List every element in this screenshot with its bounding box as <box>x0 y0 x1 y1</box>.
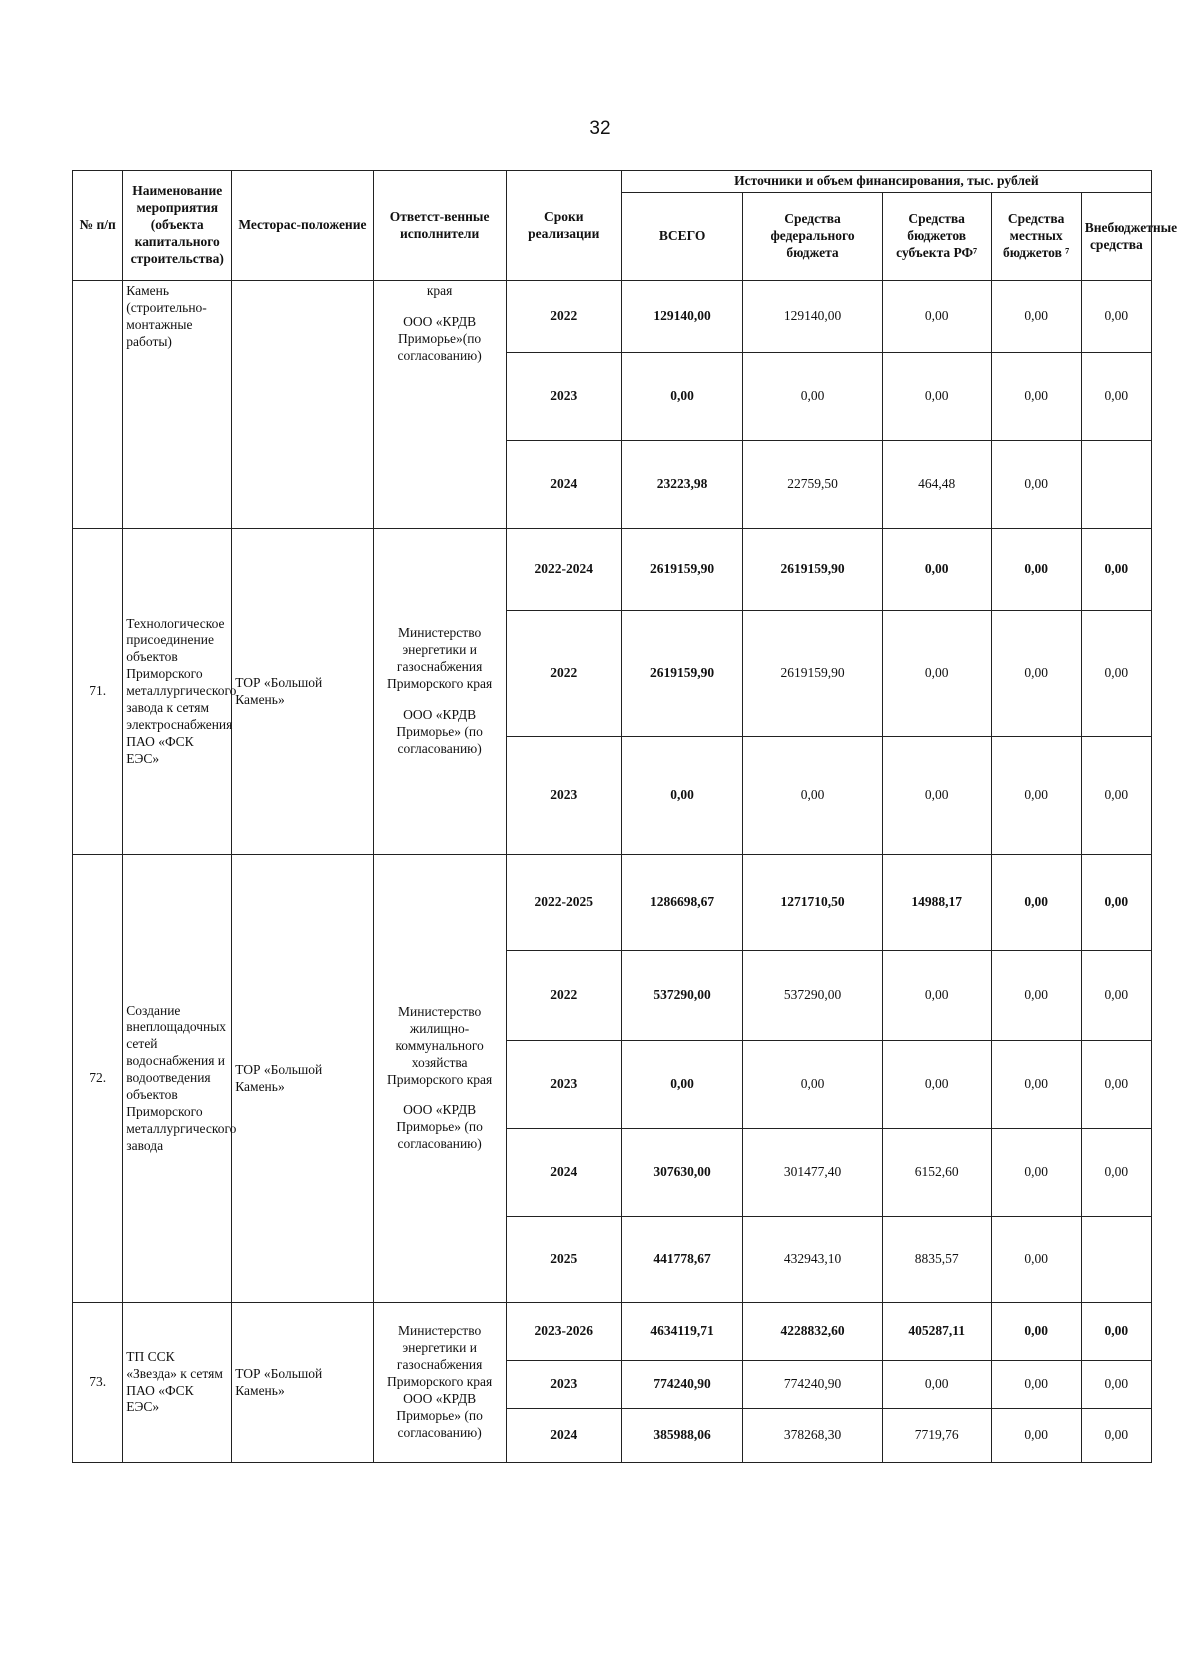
executors <box>373 281 506 529</box>
executors <box>373 855 506 1303</box>
year-cell: 2024 <box>506 1129 621 1217</box>
total-cell: 0,00 <box>621 737 743 855</box>
local-cell: 0,00 <box>991 1361 1081 1409</box>
spacer <box>377 300 503 314</box>
local-cell: 0,00 <box>991 611 1081 737</box>
executor-secondary: ООО «КРДВ Приморье» (по согласованию) <box>396 706 483 756</box>
event-name: Технологическое присоединение объектов Приморского металлургического завода к сетям электроснабжения ПАО «ФСК ЕЭС» <box>123 529 232 855</box>
year-cell: 2023-2026 <box>506 1303 621 1361</box>
federal-cell: 0,00 <box>743 737 882 855</box>
header-total: ВСЕГО <box>621 193 743 281</box>
subject-cell: 8835,57 <box>882 1217 991 1303</box>
subject-cell: 0,00 <box>882 611 991 737</box>
extra-cell: 0,00 <box>1081 1361 1151 1409</box>
local-cell: 0,00 <box>991 1303 1081 1361</box>
header-num: № п/п <box>73 171 123 281</box>
subject-cell: 464,48 <box>882 441 991 529</box>
federal-cell: 378268,30 <box>743 1409 882 1463</box>
subject-cell: 0,00 <box>882 951 991 1041</box>
financing-table <box>72 170 1178 1463</box>
executor-primary: Министерство энергетики и газоснабжения Приморского края <box>387 625 493 692</box>
total-cell: 385988,06 <box>621 1409 743 1463</box>
federal-cell: 537290,00 <box>743 951 882 1041</box>
year-cell: 2022-2024 <box>506 529 621 611</box>
federal-cell: 1271710,50 <box>743 855 882 951</box>
local-cell: 0,00 <box>991 1129 1081 1217</box>
year-cell: 2023 <box>506 737 621 855</box>
table-row <box>73 855 1152 951</box>
executor-secondary: ООО «КРДВ Приморье» (по согласованию) <box>396 1102 483 1152</box>
location: ТОР «Большой Камень» <box>232 1303 373 1463</box>
subject-cell: 405287,11 <box>882 1303 991 1361</box>
header-local: Средства местных бюджетов ⁷ <box>991 193 1081 281</box>
local-cell: 0,00 <box>991 353 1081 441</box>
year-cell: 2022 <box>506 611 621 737</box>
executors <box>373 529 506 855</box>
federal-cell: 2619159,90 <box>743 529 882 611</box>
executors <box>373 1303 506 1463</box>
subject-cell: 0,00 <box>882 1361 991 1409</box>
total-cell: 307630,00 <box>621 1129 743 1217</box>
extra-cell: 0,00 <box>1081 1041 1151 1129</box>
table-body <box>73 281 1152 1463</box>
total-cell: 0,00 <box>621 353 743 441</box>
subject-cell: 7719,76 <box>882 1409 991 1463</box>
federal-cell: 0,00 <box>743 353 882 441</box>
total-cell: 774240,90 <box>621 1361 743 1409</box>
page-number: 32 <box>589 118 611 139</box>
extra-cell <box>1081 1217 1151 1303</box>
local-cell: 0,00 <box>991 737 1081 855</box>
extra-cell: 0,00 <box>1081 529 1151 611</box>
year-cell: 2024 <box>506 441 621 529</box>
header-federal: Средства федерального бюджета <box>743 193 882 281</box>
extra-cell: 0,00 <box>1081 611 1151 737</box>
location <box>232 281 373 529</box>
year-cell: 2022-2025 <box>506 855 621 951</box>
event-name: ТП ССК «Звезда» к сетям ПАО «ФСК ЕЭС» <box>123 1303 232 1463</box>
federal-cell: 301477,40 <box>743 1129 882 1217</box>
header-location: Месторас-положение <box>232 171 373 281</box>
table-header <box>73 171 1178 281</box>
subject-cell: 0,00 <box>882 737 991 855</box>
total-cell: 2619159,90 <box>621 611 743 737</box>
local-cell: 0,00 <box>991 1041 1081 1129</box>
extra-cell <box>1081 441 1151 529</box>
subject-cell: 6152,60 <box>882 1129 991 1217</box>
extra-cell: 0,00 <box>1081 281 1151 353</box>
total-cell: 1286698,67 <box>621 855 743 951</box>
year-cell: 2022 <box>506 281 621 353</box>
header-financing: Источники и объем финансирования, тыс. рублей <box>621 171 1151 193</box>
year-cell: 2023 <box>506 1041 621 1129</box>
local-cell: 0,00 <box>991 281 1081 353</box>
local-cell: 0,00 <box>991 1217 1081 1303</box>
total-cell: 0,00 <box>621 1041 743 1129</box>
federal-cell: 432943,10 <box>743 1217 882 1303</box>
row-number: 73. <box>73 1303 123 1463</box>
header-extra: Внебюджетные средства <box>1081 193 1151 281</box>
total-cell: 4634119,71 <box>621 1303 743 1361</box>
local-cell: 0,00 <box>991 855 1081 951</box>
row-number: 71. <box>73 529 123 855</box>
extra-cell: 0,00 <box>1081 1409 1151 1463</box>
subject-cell: 0,00 <box>882 281 991 353</box>
total-cell: 23223,98 <box>621 441 743 529</box>
executor-primary: Министерство энергетики и газоснабжения Приморского края ООО «КРДВ Приморье» (по согласованию) <box>387 1323 493 1440</box>
header-executors: Ответст-венные исполнители <box>373 171 506 281</box>
subject-cell: 14988,17 <box>882 855 991 951</box>
extra-cell: 0,00 <box>1081 737 1151 855</box>
event-name: Создание внеплощадочных сетей водоснабжения и водоотведения объектов Приморского металлургического завода <box>123 855 232 1303</box>
location: ТОР «Большой Камень» <box>232 855 373 1303</box>
total-cell: 2619159,90 <box>621 529 743 611</box>
extra-cell: 0,00 <box>1081 1129 1151 1217</box>
year-cell: 2023 <box>506 353 621 441</box>
year-cell: 2024 <box>506 1409 621 1463</box>
row-number <box>73 281 123 529</box>
extra-cell: 0,00 <box>1081 353 1151 441</box>
executor-primary: края <box>426 283 453 298</box>
local-cell: 0,00 <box>991 951 1081 1041</box>
federal-cell: 2619159,90 <box>743 611 882 737</box>
extra-cell: 0,00 <box>1081 855 1151 951</box>
header-name: Наименование мероприятия (объекта капитального строительства) <box>123 171 232 281</box>
event-name: Камень (строительно-монтажные работы) <box>123 281 232 529</box>
location: ТОР «Большой Камень» <box>232 529 373 855</box>
table-row <box>73 281 1152 353</box>
executor-secondary: ООО «КРДВ Приморье»(по согласованию) <box>397 313 482 363</box>
total-cell: 537290,00 <box>621 951 743 1041</box>
subject-cell: 0,00 <box>882 529 991 611</box>
year-cell: 2025 <box>506 1217 621 1303</box>
table-row <box>73 1303 1152 1361</box>
federal-cell: 4228832,60 <box>743 1303 882 1361</box>
spacer <box>377 693 503 707</box>
header-subject: Средства бюджетов субъекта РФ⁷ <box>882 193 991 281</box>
table-row <box>73 529 1152 611</box>
executor-primary: Министерство жилищно-коммунального хозяйства Приморского края <box>387 1004 493 1087</box>
federal-cell: 129140,00 <box>743 281 882 353</box>
subject-cell: 0,00 <box>882 353 991 441</box>
spacer <box>377 1088 503 1102</box>
extra-cell: 0,00 <box>1081 951 1151 1041</box>
federal-cell: 22759,50 <box>743 441 882 529</box>
local-cell: 0,00 <box>991 1409 1081 1463</box>
total-cell: 441778,67 <box>621 1217 743 1303</box>
year-cell: 2022 <box>506 951 621 1041</box>
year-cell: 2023 <box>506 1361 621 1409</box>
row-number: 72. <box>73 855 123 1303</box>
federal-cell: 0,00 <box>743 1041 882 1129</box>
total-cell: 129140,00 <box>621 281 743 353</box>
header-terms: Сроки реализации <box>506 171 621 281</box>
extra-cell: 0,00 <box>1081 1303 1151 1361</box>
subject-cell: 0,00 <box>882 1041 991 1129</box>
federal-cell: 774240,90 <box>743 1361 882 1409</box>
local-cell: 0,00 <box>991 441 1081 529</box>
local-cell: 0,00 <box>991 529 1081 611</box>
